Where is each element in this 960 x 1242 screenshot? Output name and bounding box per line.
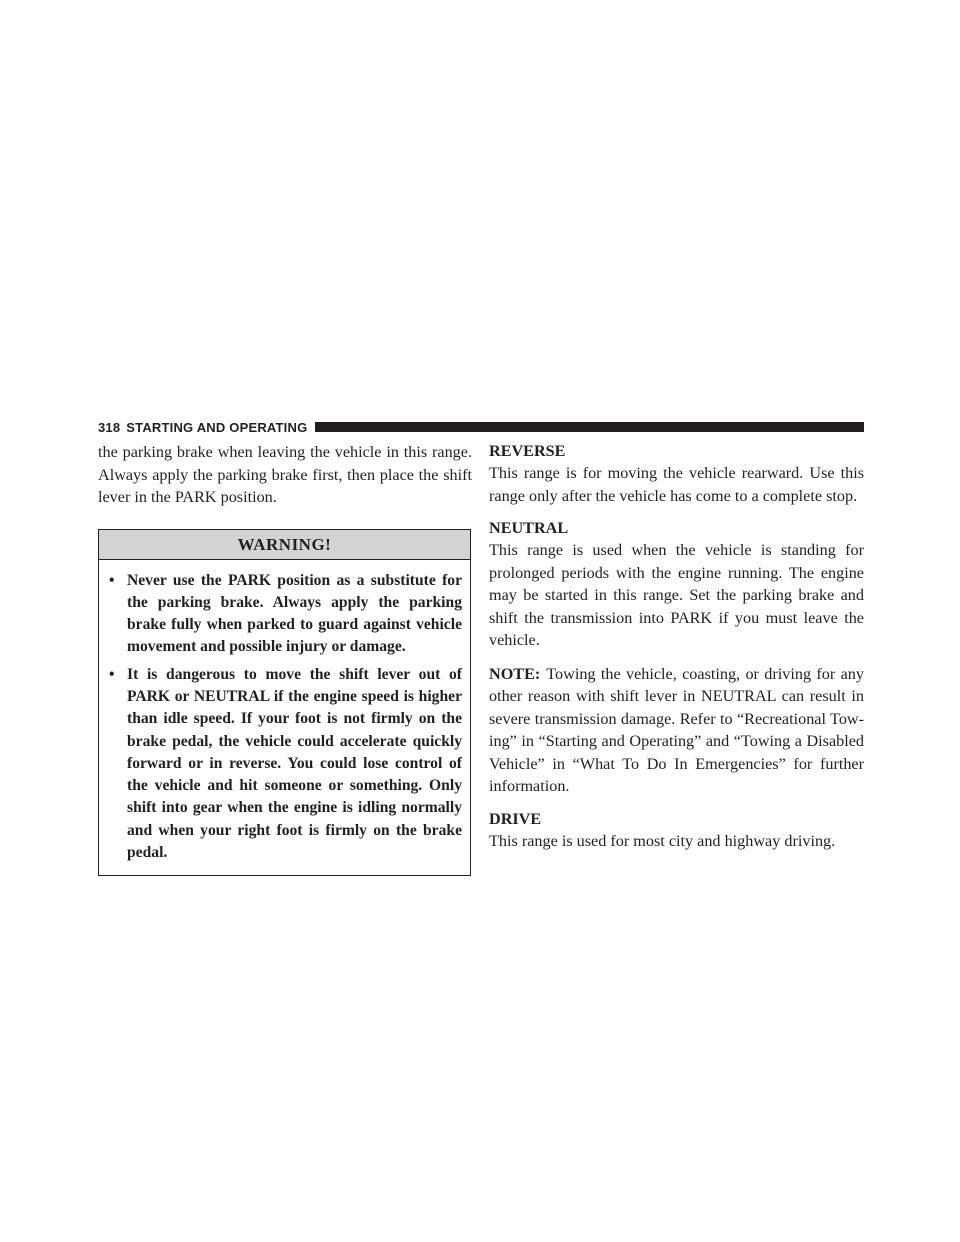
- right-column: [489, 441, 864, 863]
- neutral-section: [489, 518, 864, 652]
- warning-item-text: It is dangerous to move the shift lever out of PARK or NEUTRAL if the engine speed is higher than idle speed. If your foot is not firmly on the brake pedal, the vehicle could accelerate quickly forward or in reverse. You could lose control of the vehicle and hit someone or something. Only shift into gear when the engine is idling normally and when your right foot is firmly on the brake pedal.: [127, 665, 462, 862]
- warning-title: WARNING!: [99, 530, 470, 560]
- section-title: STARTING AND OPERATING: [126, 419, 308, 435]
- warning-item-text: Never use the PARK position as a substitute for the parking brake. Always apply the parking brake fully when parked to guard against vehicle movement and possible injury or damage.: [127, 571, 462, 656]
- neutral-heading: NEUTRAL: [489, 519, 569, 537]
- intro-paragraph: the parking brake when leaving the vehicle in this range. Always apply the parking brake first, then place the shift lever in the PARK position.: [98, 443, 472, 506]
- reverse-section: [489, 441, 864, 507]
- note-label: NOTE:: [489, 664, 541, 683]
- note-paragraph: [489, 663, 864, 798]
- drive-heading: DRIVE: [489, 809, 542, 828]
- warning-box: [98, 529, 471, 877]
- warning-item: [107, 570, 462, 659]
- reverse-heading: REVERSE: [489, 442, 566, 460]
- note-section: [489, 663, 864, 798]
- neutral-text: This range is used when the vehicle is standing for prolonged periods with the engine running. The engine may be started in this range. Set the parking brake and shift the transmission into PARK if you must leave the vehicle.: [489, 541, 864, 649]
- bullet-icon: •: [109, 571, 115, 589]
- left-column: [98, 441, 472, 876]
- reverse-text: This range is for moving the vehicle rearward. Use this range only after the vehicle has come to a complete stop.: [489, 464, 864, 505]
- warning-item: [107, 664, 462, 865]
- page-header: [98, 417, 864, 437]
- note-text: Towing the vehicle, coasting, or driving for any other reason with shift lever in NEUTRAL can result in severe transmission damage. Refer to “Recreational Tow-ing” in “Starting and Operating” and “Towing a Disabled Vehicle” in “What To Do In Emergencies” for further information.: [489, 664, 864, 795]
- drive-text: This range is used for most city and highway driving.: [489, 831, 836, 850]
- header-rule: [315, 422, 864, 432]
- drive-section: [489, 809, 864, 853]
- page-number: 318: [98, 419, 121, 435]
- bullet-icon: •: [109, 665, 115, 683]
- warning-list: [99, 560, 470, 876]
